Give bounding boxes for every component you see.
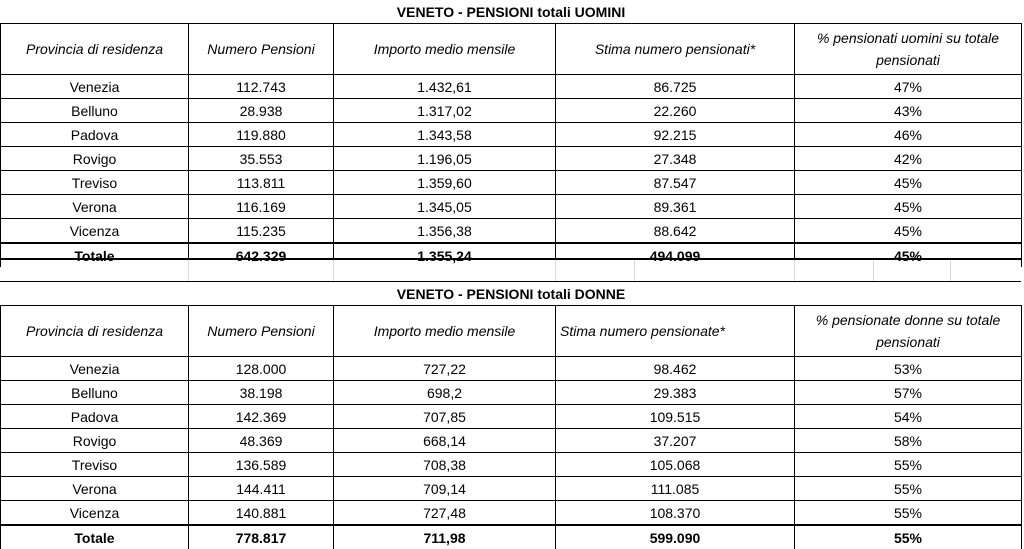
cell-numero-pensioni: 140.881: [189, 501, 334, 526]
table-title-row: [1, 283, 1022, 306]
total-numero-pensioni: 778.817: [189, 525, 334, 549]
cell-percentuale: 47%: [795, 75, 1022, 99]
cell-stima: 87.547: [556, 171, 795, 195]
table-row: [1, 453, 1022, 477]
cell-stima: 111.085: [556, 477, 795, 501]
cell-numero-pensioni: 144.411: [189, 477, 334, 501]
cell-percentuale: 45%: [795, 171, 1022, 195]
cell-stima: 98.462: [556, 357, 795, 381]
cell-provincia: Vicenza: [1, 501, 189, 526]
gridline: [794, 260, 795, 281]
table-title-row: [1, 1, 1022, 24]
cell-importo-medio: 668,14: [334, 429, 556, 453]
cell-provincia: Treviso: [1, 171, 189, 195]
total-percentuale: 45%: [795, 243, 1022, 267]
gridline: [188, 260, 189, 281]
header-percentuale: % pensionati uomini su totale pensionati: [795, 24, 1022, 75]
cell-numero-pensioni: 119.880: [189, 123, 334, 147]
cell-importo-medio: 1.196,05: [334, 147, 556, 171]
women-total-row: [1, 525, 1022, 549]
cell-provincia: Belluno: [1, 99, 189, 123]
cell-importo-medio: 708,38: [334, 453, 556, 477]
cell-percentuale: 54%: [795, 405, 1022, 429]
cell-importo-medio: 1.356,38: [334, 219, 556, 244]
table-row: [1, 477, 1022, 501]
cell-percentuale: 58%: [795, 429, 1022, 453]
cell-stima: 22.260: [556, 99, 795, 123]
cell-numero-pensioni: 142.369: [189, 405, 334, 429]
cell-percentuale: 43%: [795, 99, 1022, 123]
blank-spacer-row: [0, 258, 1021, 282]
cell-provincia: Rovigo: [1, 147, 189, 171]
table-row: [1, 405, 1022, 429]
cell-stima: 89.361: [556, 195, 795, 219]
table-row: [1, 195, 1022, 219]
cell-numero-pensioni: 35.553: [189, 147, 334, 171]
table-row: [1, 357, 1022, 381]
cell-numero-pensioni: 128.000: [189, 357, 334, 381]
cell-numero-pensioni: 38.198: [189, 381, 334, 405]
cell-importo-medio: 1.432,61: [334, 75, 556, 99]
cell-importo-medio: 1.359,60: [334, 171, 556, 195]
cell-importo-medio: 709,14: [334, 477, 556, 501]
table-header-row: [1, 306, 1022, 357]
cell-stima: 105.068: [556, 453, 795, 477]
cell-stima: 86.725: [556, 75, 795, 99]
header-stima-pensionate: Stima numero pensionate*: [556, 306, 795, 357]
cell-percentuale: 46%: [795, 123, 1022, 147]
men-table-body: [1, 75, 1022, 244]
table-row: [1, 75, 1022, 99]
total-stima-pensionate: 599.090: [556, 525, 795, 549]
table-row: [1, 99, 1022, 123]
cell-percentuale: 55%: [795, 501, 1022, 526]
header-numero-pensioni: Numero Pensioni: [189, 306, 334, 357]
cell-percentuale: 55%: [795, 453, 1022, 477]
cell-provincia: Verona: [1, 195, 189, 219]
cell-percentuale: 55%: [795, 477, 1022, 501]
cell-importo-medio: 707,85: [334, 405, 556, 429]
cell-stima: 37.207: [556, 429, 795, 453]
total-label: Totale: [1, 525, 189, 549]
cell-provincia: Venezia: [1, 357, 189, 381]
table-row: [1, 147, 1022, 171]
cell-stima: 108.370: [556, 501, 795, 526]
cell-importo-medio: 698,2: [334, 381, 556, 405]
cell-importo-medio: 727,48: [334, 501, 556, 526]
women-table-body: [1, 357, 1022, 526]
cell-numero-pensioni: 116.169: [189, 195, 334, 219]
gridline: [634, 260, 635, 281]
cell-provincia: Padova: [1, 405, 189, 429]
total-stima-pensionati: 494.099: [556, 243, 795, 267]
header-importo-medio: Importo medio mensile: [334, 306, 556, 357]
cell-numero-pensioni: 115.235: [189, 219, 334, 244]
cell-numero-pensioni: 112.743: [189, 75, 334, 99]
cell-numero-pensioni: 136.589: [189, 453, 334, 477]
cell-provincia: Belluno: [1, 381, 189, 405]
header-provincia: Provincia di residenza: [1, 24, 189, 75]
cell-provincia: Venezia: [1, 75, 189, 99]
total-percentuale: 55%: [795, 525, 1022, 549]
table-row: [1, 123, 1022, 147]
total-importo-medio: 1.355,24: [334, 243, 556, 267]
cell-provincia: Verona: [1, 477, 189, 501]
cell-percentuale: 42%: [795, 147, 1022, 171]
cell-stima: 27.348: [556, 147, 795, 171]
cell-percentuale: 45%: [795, 195, 1022, 219]
women-pensions-table: [0, 283, 1022, 549]
cell-importo-medio: 1.317,02: [334, 99, 556, 123]
cell-percentuale: 53%: [795, 357, 1022, 381]
cell-numero-pensioni: 48.369: [189, 429, 334, 453]
header-percentuale: % pensionate donne su totale pensionati: [795, 306, 1022, 357]
cell-provincia: Treviso: [1, 453, 189, 477]
cell-stima: 109.515: [556, 405, 795, 429]
cell-stima: 29.383: [556, 381, 795, 405]
header-provincia: Provincia di residenza: [1, 306, 189, 357]
gridline: [555, 260, 556, 281]
women-table-title: VENETO - PENSIONI totali DONNE: [1, 283, 1022, 306]
gridline: [950, 260, 951, 281]
header-stima-pensionati: Stima numero pensionati*: [556, 24, 795, 75]
table-row: [1, 381, 1022, 405]
table-row: [1, 501, 1022, 526]
table-header-row: [1, 24, 1022, 75]
men-pensions-table: [0, 1, 1022, 267]
cell-provincia: Padova: [1, 123, 189, 147]
table-row: [1, 219, 1022, 244]
gridline: [873, 260, 874, 281]
cell-stima: 88.642: [556, 219, 795, 244]
cell-importo-medio: 1.343,58: [334, 123, 556, 147]
total-numero-pensioni: 642.329: [189, 243, 334, 267]
cell-stima: 92.215: [556, 123, 795, 147]
cell-importo-medio: 1.345,05: [334, 195, 556, 219]
cell-numero-pensioni: 28.938: [189, 99, 334, 123]
header-numero-pensioni: Numero Pensioni: [189, 24, 334, 75]
cell-importo-medio: 727,22: [334, 357, 556, 381]
table-row: [1, 429, 1022, 453]
total-label: Totale: [1, 243, 189, 267]
total-importo-medio: 711,98: [334, 525, 556, 549]
header-importo-medio: Importo medio mensile: [334, 24, 556, 75]
cell-provincia: Vicenza: [1, 219, 189, 244]
gridline: [333, 260, 334, 281]
men-table-title: VENETO - PENSIONI totali UOMINI: [1, 1, 1022, 24]
cell-percentuale: 45%: [795, 219, 1022, 244]
table-row: [1, 171, 1022, 195]
cell-provincia: Rovigo: [1, 429, 189, 453]
cell-percentuale: 57%: [795, 381, 1022, 405]
cell-numero-pensioni: 113.811: [189, 171, 334, 195]
